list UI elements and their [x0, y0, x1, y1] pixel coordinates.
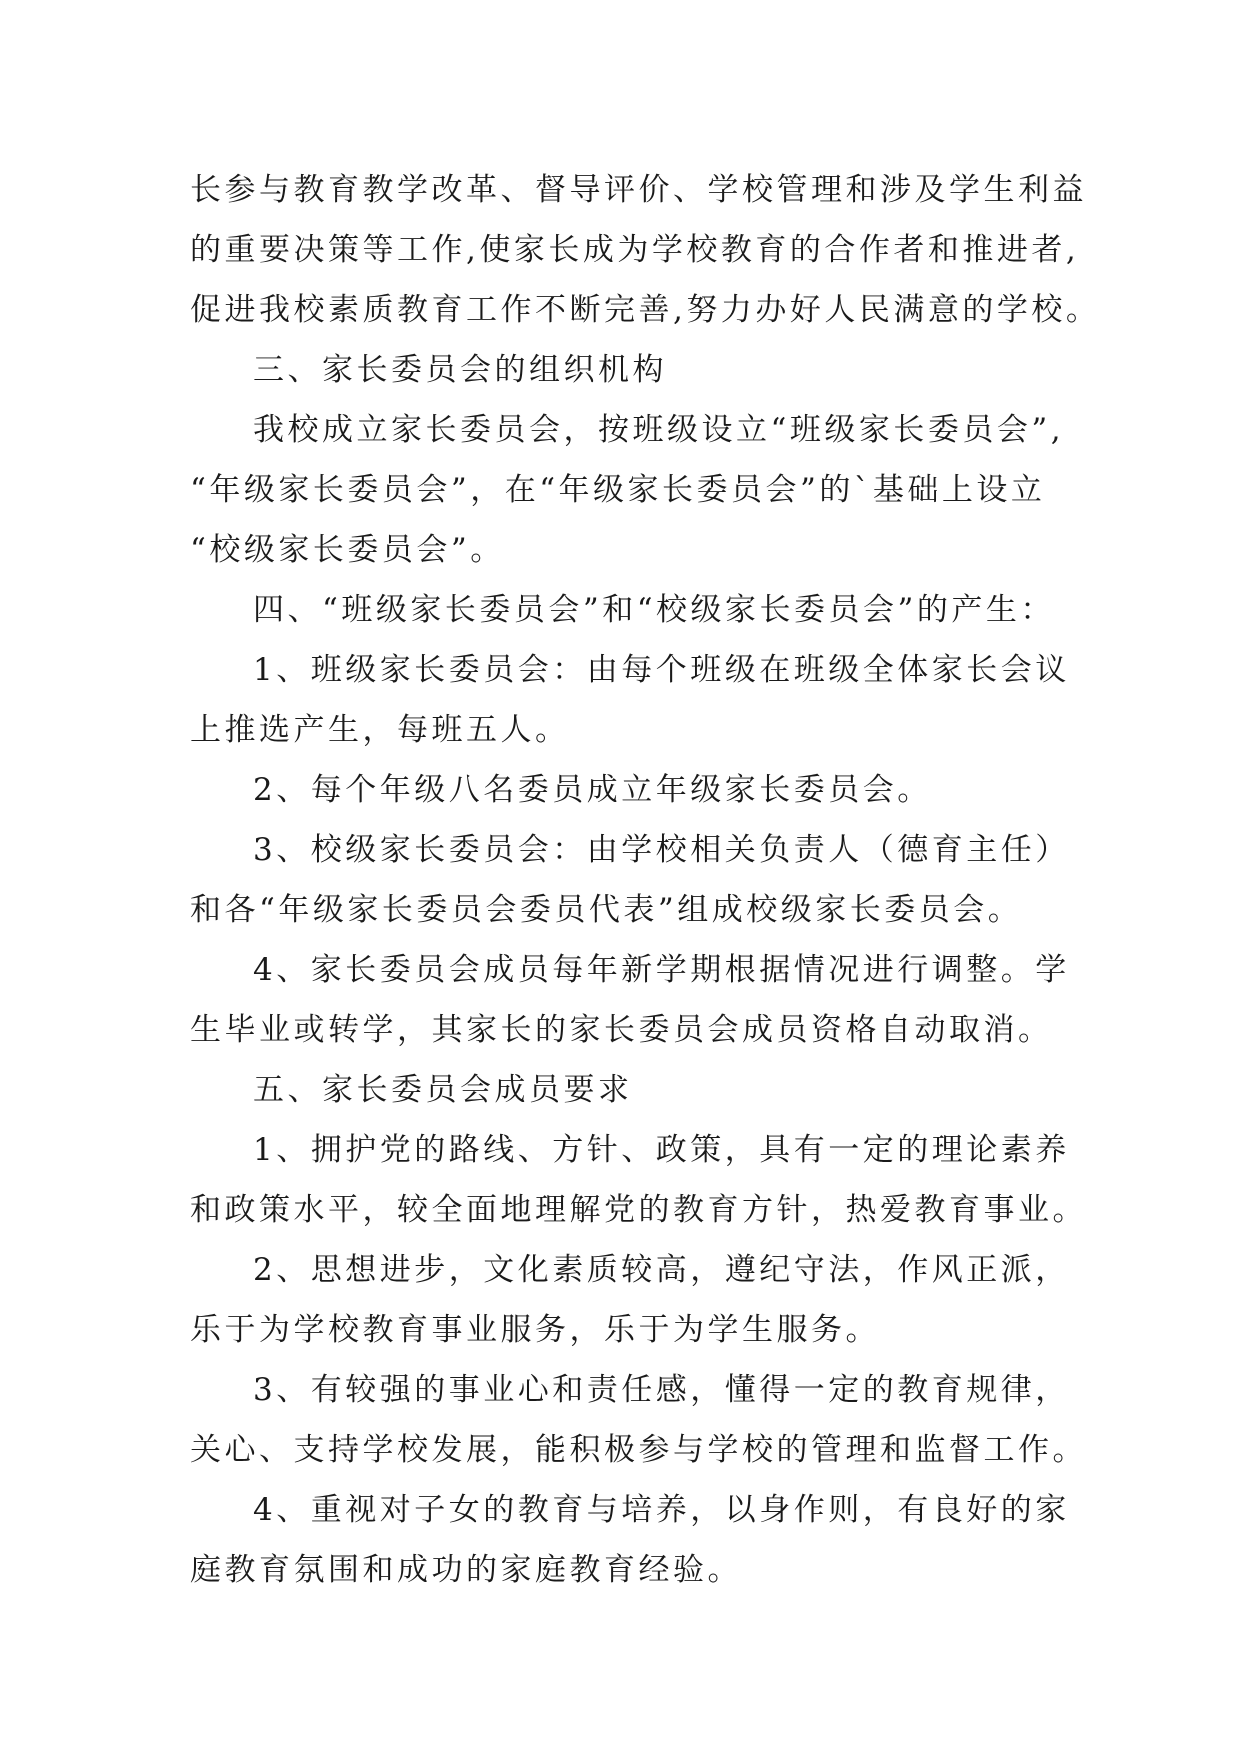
list-item-line: 4、家长委员会成员每年新学期根据情况进行调整。学	[253, 952, 1070, 988]
paragraph-line: “年级家长委员会”，在“年级家长委员会”的`基础上设立	[190, 472, 1046, 508]
paragraph-line: 我校成立家长委员会，按班级设立“班级家长委员会”,	[253, 412, 1065, 448]
list-item-line: 庭教育氛围和成功的家庭教育经验。	[190, 1552, 742, 1588]
list-item-line: 乐于为学校教育事业服务，乐于为学生服务。	[190, 1312, 880, 1348]
paragraph-line: “校级家长委员会”。	[190, 532, 505, 568]
paragraph-line: 长参与教育教学改革、督导评价、学校管理和涉及学生利益	[190, 172, 1087, 208]
list-item-line: 3、校级家长委员会：由学校相关负责人（德育主任）	[253, 832, 1070, 868]
paragraph-line: 促进我校素质教育工作不断完善,努力办好人民满意的学校。	[190, 292, 1101, 328]
list-item-line: 和政策水平，较全面地理解党的教育方针，热爱教育事业。	[190, 1192, 1087, 1228]
section-heading: 三、家长委员会的组织机构	[253, 352, 667, 388]
paragraph-line: 的重要决策等工作,使家长成为学校教育的合作者和推进者,	[190, 232, 1080, 268]
list-item-line: 1、拥护党的路线、方针、政策，具有一定的理论素养	[253, 1132, 1070, 1168]
list-item-line: 2、每个年级八名委员成立年级家长委员会。	[253, 772, 932, 808]
section-heading: 四、“班级家长委员会”和“校级家长委员会”的产生：	[253, 592, 1055, 628]
section-heading: 五、家长委员会成员要求	[253, 1072, 633, 1108]
list-item-line: 和各“年级家长委员会委员代表”组成校级家长委员会。	[190, 892, 1023, 928]
list-item-line: 2、思想进步，文化素质较高，遵纪守法，作风正派，	[253, 1252, 1070, 1288]
document-body	[190, 160, 1101, 1600]
list-item-line: 4、重视对子女的教育与培养，以身作则，有良好的家	[253, 1492, 1070, 1528]
list-item-line: 上推选产生，每班五人。	[190, 712, 570, 748]
list-item-line: 生毕业或转学，其家长的家长委员会成员资格自动取消。	[190, 1012, 1053, 1048]
list-item-line: 3、有较强的事业心和责任感，懂得一定的教育规律，	[253, 1372, 1070, 1408]
list-item-line: 关心、支持学校发展，能积极参与学校的管理和监督工作。	[190, 1432, 1087, 1468]
list-item-line: 1、班级家长委员会：由每个班级在班级全体家长会议	[253, 652, 1070, 688]
